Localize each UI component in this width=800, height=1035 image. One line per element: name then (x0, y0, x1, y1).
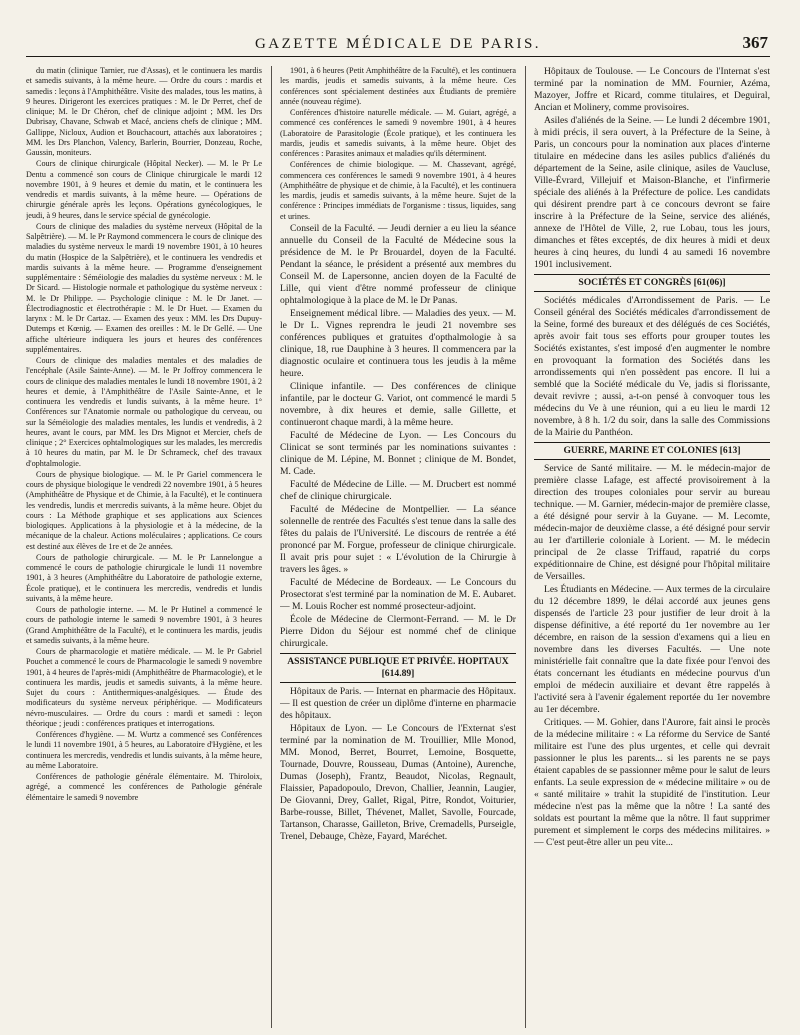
page-number: 367 (742, 33, 768, 52)
paragraph: Conseil de la Faculté. — Jeudi dernier a eu lieu la séance annuelle du Conseil de la Faculté de Médecine sous la présidence de M. le Pr Brouardel, doyen de la Faculté. Pendant la séance, le président a présenté aux membres du Conseil M. de Lapersonne, ancien doyen de la Faculté de Lille, qui vient d'être nommé professeur de clinique ophtalmologique à la place de M. le Dr Panas. (280, 222, 516, 306)
paragraph: Conférences de pathologie générale élémentaire. M. Thiroloix, agrégé, a commencé les conférences de Pathologie générale élémentaire le samedi 9 novembre (26, 772, 262, 802)
paragraph: Clinique infantile. — Des conférences de clinique infantile, par le docteur G. Variot, ont commencé le mardi 5 novembre, à dix heures et demie, salle Gillette, et continueront chaque mardi, à la même heure. (280, 380, 516, 428)
paragraph: Enseignement médical libre. — Maladies des yeux. — M. le Dr L. Vignes reprendra le jeudi 21 novembre ses conférences publiques et gratuites d'opthalmologie à sa clinique, 18, rue Dauphine à 3 heures. Il commencera par la diagnostic oculaire et continuera tous les jeudis à la même heure. (280, 307, 516, 379)
paragraph: Cours de physique biologique. — M. le Pr Gariel commencera le cours de physique biologique le vendredi 22 novembre 1901, à 5 heures (Amphithéâtre de Physique et de Chimie, à la Faculté), et le continuera les vendredis, lundis et mercredis suivants, à la même heure. Objet du cours : La Méthode graphique et ses applications aux Sciences biologiques. Applications à la physiologie et à la médecine, de la mécanique de la chaleur. Actions moléculaires ; applications. Ce cours est destiné aux élèves de 1re et de 2e années. (26, 469, 262, 551)
paragraph: Cours de clinique des maladies mentales et des maladies de l'encéphale (Asile Sainte-Anne). — M. le Pr Joffroy commencera le cours de clinique des maladies mentales le lundi 18 novembre 1901, à 2 heures et demie, à l'Amphithéâtre de l'Asile Sainte-Anne, et le continuera les vendredis et lundis suivants, à la même heure. 1° Conférences sur l'Anatomie normale ou pathologique du cerveau, ou sur la Séméiologie des maladies mentales, les lundis et vendredis, à 2 heures, avant le cours, par MM. les Drs Mignot et Mercier, chefs de clinique ; 2° Exercices ophtalmologiques sur les malades, les mercredis à 10 heures du matin, par M. le Dr Schrameck, chef des travaux d'ophtalmologie. (26, 356, 262, 468)
paragraph: Conférences d'hygiène. — M. Wurtz a commencé ses Conférences le lundi 11 novembre 1901, à 5 heures, au Laboratoire d'Hygiène, et les continuera les mercredis, vendredis et lundis suivants, à la même heure, au même Laboratoire. (26, 730, 262, 770)
paragraph: Les Étudiants en Médecine. — Aux termes de la circulaire du 12 décembre 1899, le délai accordé aux jeunes gens dispensés de l'article 23 pour justifier de leur droit à la dispense définitive, a été reporté du 1er novembre au 1er décembre, en raison de la session d'examens qui a lieu en novembre dans les diverses Facultés. — Une note ministérielle fait connaître que la date fixée pour l'envoi des états concernant les étudiants en médecine pourvus d'un emploi de médecin auxiliaire et devant être rappelés à l'activité sera à l'avenir également reportée du 1er novembre au 1er décembre. (534, 584, 770, 715)
paragraph: Faculté de Médecine de Lille. — M. Drucbert est nommé chef de clinique chirurgicale. (280, 478, 516, 502)
column-3 (534, 66, 770, 1028)
column-divider (271, 66, 272, 1028)
column-2 (280, 66, 516, 1028)
paragraph: Service de Santé militaire. — M. le médecin-major de première classe Lafage, est affecté provisoirement à la direction des troupes coloniales pour servir au bureau technique. — M. Garnier, médecin-major de première classe, a été désigné pour servir à la Guyane. — M. Lecomte, médecin-major de deuxième classe, a été désigné pour servir au 1er d'artillerie coloniale à Lorient. — M. le médecin principal de 2e classe Triffaud, rapatrié du corps expéditionnaire de Chine, est désigné pour l'hôpital militaire de Versailles. (534, 463, 770, 582)
paragraph: École de Médecine de Clermont-Ferrand. — M. le Dr Pierre Didon du Séjour est nommé chef de clinique chirurgicale. (280, 613, 516, 649)
paragraph: Hôpitaux de Toulouse. — Le Concours de l'Internat s'est terminé par la nomination de MM. Fournier, Azéma, Mazoyer, Joffre et Ricard, comme titulaires, et Deguiral, Ancian et Molinery, comme provisoires. (534, 66, 770, 113)
paragraph: Cours de pharmacologie et matière médicale. — M. le Pr Gabriel Pouchet a commencé le cours de Pharmacologie le samedi 9 novembre 1901, à 4 heures de l'après-midi (Amphithéâtre de Pharmacologie), et le continuera les mardis, jeudis et samedis suivants, à la même heure. Sujet du cours : Antithermiques-analgésiques. — Étude des modificateurs du système nerveux périphérique. — Modificateurs névro-musculaires. — Ordre du cours : mardi et samedi : leçon théorique ; jeudi : conférences pratiques et interrogations. (26, 647, 262, 728)
columns (26, 66, 770, 1028)
paragraph: Asiles d'aliénés de la Seine. — Le lundi 2 décembre 1901, à midi précis, il sera ouvert, à la Préfecture de la Seine, à Paris, un concours pour la nomination aux places d'interne titulaire en médecine dans les asiles publics d'aliénés du département de la Seine, asile clinique, asiles de Vaucluse, Ville-Évrard, Villejuif et Maison-Blanche, et l'infirmerie spéciale des aliénés à la Préfecture de police. Les candidats qui désirent prendre part à ce concours devront se faire inscrire à la Préfecture de la Seine, service des aliénés, annexe de l'Hôtel de Ville, 2, rue Lobau, tous les jours, dimanches et fêtes exceptés, de dix heures à midi et deux heures à cinq heures, du lundi 4 au samedi 16 novembre 1901 inclusivement. (534, 115, 770, 270)
paragraph: Faculté de Médecine de Montpellier. — La séance solennelle de rentrée des Facultés s'est tenue dans la salle des fêtes du palais de l'Université. Le discours de rentrée a été prononcé par M. Forgue, professeur de clinique chirurgicale. Il avait pris pour sujet : « L'évolution de la Chirurgie à travers les âges. » (280, 503, 516, 575)
section-heading: ASSISTANCE PUBLIQUE ET PRIVÉE. HOPITAUX [614.89] (280, 653, 516, 683)
column-divider (525, 66, 526, 1028)
paragraph: Sociétés médicales d'Arrondissement de Paris. — Le Conseil général des Sociétés médicales d'arrondissement de la Seine, formé des bureaux et des délégués de ces Sociétés, après avoir fait tous ses efforts pour grouper toutes les Sociétés existantes, s'est imposé d'en augmenter le nombre en provoquant la formation des Sociétés dans les arrondissements qui n'en possèdent pas encore. Il lui a semblé que la Société médicale du Ve, jadis si florissante, devait revivre ; aussi, a-t-on pensé à convoquer tous les médecins du Ve à une réunion, qui a eu lieu le mardi 12 novembre, à 8 h. 1/2 du soir, dans la salle des Commissions de la Mairie du Panthéon. (534, 295, 770, 438)
section-heading: GUERRE, MARINE ET COLONIES [613] (534, 442, 770, 460)
paragraph: du matin (clinique Tarnier, rue d'Assas), et le continuera les mardis et samedis suivants, à la même heure. — Ordre du cours : mardis et samedis : leçons à l'Amphithéâtre. Visite des malades, tous les matins, à 9 heures. Dirigeront les exercices pratiques : M. le Dr Perret, chef de clinique; M. le Dr Chéron, chef de clinique adjoint ; MM. les Drs Dubrisay, Chavane, Schwab et Macé, anciens chefs de clinique ; MM. Gallippe, Nicloux, Audion et Bouchacourt, attachés aux laboratoires ; MM. les Drs Planchon, Valency, Barlerin, Bourrier, Donzeau, Roche, Gaussin, moniteurs. (26, 66, 262, 157)
section-heading: SOCIÉTÉS ET CONGRÈS [61(06)] (534, 274, 770, 292)
paragraph: Critiques. — M. Gohier, dans l'Aurore, fait ainsi le procès de la médecine militaire : « La réforme du Service de Santé militaire est l'une des plus urgentes, et celle qui devrait passionner le plus les parents... si les parents ne se pays étaient capables de se passionner même pour le salut de leurs enfants. La seule expression de « médecine militaire » ou de « santé militaire » trahit la stupidité de l'institution. Leur médecine n'est pas la même que la nôtre ! La santé des soldats est pourtant la même que la nôtre. Il faut supprimer purement et simplement le corps des médecins militaires. » — C'est peut-être aller un peu vite... (534, 717, 770, 848)
column-1 (26, 66, 262, 1028)
paragraph: Faculté de Médecine de Lyon. — Les Concours du Clinicat se sont terminés par les nominations suivantes : clinique de M. Lépine, M. Bonnet ; clinique de M. Bondet, M. Cade. (280, 429, 516, 477)
paragraph: Conférences de chimie biologique. — M. Chassevant, agrégé, commencera ces conférences le samedi 9 novembre 1901, à 4 heures (Amphithéâtre de physique et de chimie, à la Faculté), et les continuera les mardis, jeudis et samedis suivants, à la même heure. Sujet de la conférence : Principes immédiats de l'organisme : tissus, liquides, sang et urines. (280, 160, 516, 221)
journal-title: GAZETTE MÉDICALE DE PARIS. (254, 36, 542, 52)
paragraph: Cours de pathologie interne. — M. le Pr Hutinel a commencé le cours de pathologie interne le samedi 9 novembre 1901, à 3 heures (Grand Amphithéâtre de la Faculté), et le continuera les mardis, jeudis et samedis suivants, à la même heure. (26, 605, 262, 645)
paragraph: Hôpitaux de Lyon. — Le Concours de l'Externat s'est terminé par la nomination de M. Trouillier, Mlle Monod, MM. Monod, Berret, Bourret, Lemoine, Bosquette, Tournade, Douvre, Rousseau, Dumas (Antoine), Aurenche, Dumas (Joseph), Frantz, Beaudot, Nicolas, Regnault, Flaissier, Papadopoulo, Drevon, Challier, Jeannin, Laugier, De Giovanni, Drey, Gallet, Rigal, Pitre, Rondot, Voiturier, Barbe-rousse, Billet, Thévenet, Mallet, Savolle, Fourcade, Tartanson, Charasse, Gailleton, Brive, Cremadells, Purseigle, Trenel, Debauge, Chèze, Fayard, Maréchet. (280, 722, 516, 842)
paragraph: Cours de clinique chirurgicale (Hôpital Necker). — M. le Pr Le Dentu a commencé son cours de Clinique chirurgicale le mardi 12 novembre 1901, à 9 heures et demie du matin, et le continuera les vendredis et mardis suivants, à la même heure. — Opérations de chirurgie générale après les leçons. Opérations gynécologiques, le jeudi, à 9 heures, dans le service spécial de gynécologie. (26, 159, 262, 220)
paragraph: Faculté de Médecine de Bordeaux. — Le Concours du Prosectorat s'est terminé par la nomination de M. E. Aubaret. — M. Louis Rocher est nommé prosecteur-adjoint. (280, 576, 516, 612)
page-header (26, 30, 770, 57)
paragraph: Hôpitaux de Paris. — Internat en pharmacie des Hôpitaux. — Il est question de créer un diplôme d'interne en pharmacie des hôpitaux. (280, 685, 516, 721)
paragraph: 1901, à 6 heures (Petit Amphithéâtre de la Faculté), et les continuera les mardis, jeudis et samedis suivants, à la même heure. Ces conférences sont spécialement destinées aux Étudiants de première année (nouveau régime). (280, 66, 516, 106)
paragraph: Cours de pathologie chirurgicale. — M. le Pr Lannelongue a commencé le cours de pathologie chirurgicale le lundi 11 novembre 1901, à 3 heures (Amphithéâtre du Laboratoire de pathologie externe, École pratique), et le continuera les mercredis, vendredis et lundis suivants, à la même heure. (26, 552, 262, 603)
paragraph: Conférences d'histoire naturelle médicale. — M. Guiart, agrégé, a commencé ces conférences le samedi 9 novembre 1901, à 4 heures (Laboratoire de Parasitologie (École pratique), et les continuera les mardis, jeudis et samedis suivants, à la même heure. Objet des conférences : Parasites animaux et maladies qu'ils déterminent. (280, 108, 516, 158)
paragraph: Cours de clinique des maladies du système nerveux (Hôpital de la Salpêtrière). — M. le Pr Raymond commencera le cours de clinique des maladies du système nerveux le mardi 19 novembre 1901, à 10 heures du matin (Hospice de la Salpêtrière), et le continuera les vendredis et mardis suivants à la même heure. — Programme d'enseignement supplémentaire : Séméiologie des maladies du système nerveux : M. le Dr Sicard. — Histologie normale et pathologique du système nerveux : M. le Dr Philippe. — Psychologie clinique : M. le Dr Janet. — Électrodiagnostic et électrothérapie : M. le Dr Huet. — Examen du larynx : M. le Dr Cartaz. — Examen des yeux : MM. les Drs Dupuy-Dutemps et Kœnig. — Examen des oreilles : M. le Dr Gellé. — Une affiche ultérieure indiquera les jours et heures des conférences supplémentaires. (26, 221, 262, 354)
